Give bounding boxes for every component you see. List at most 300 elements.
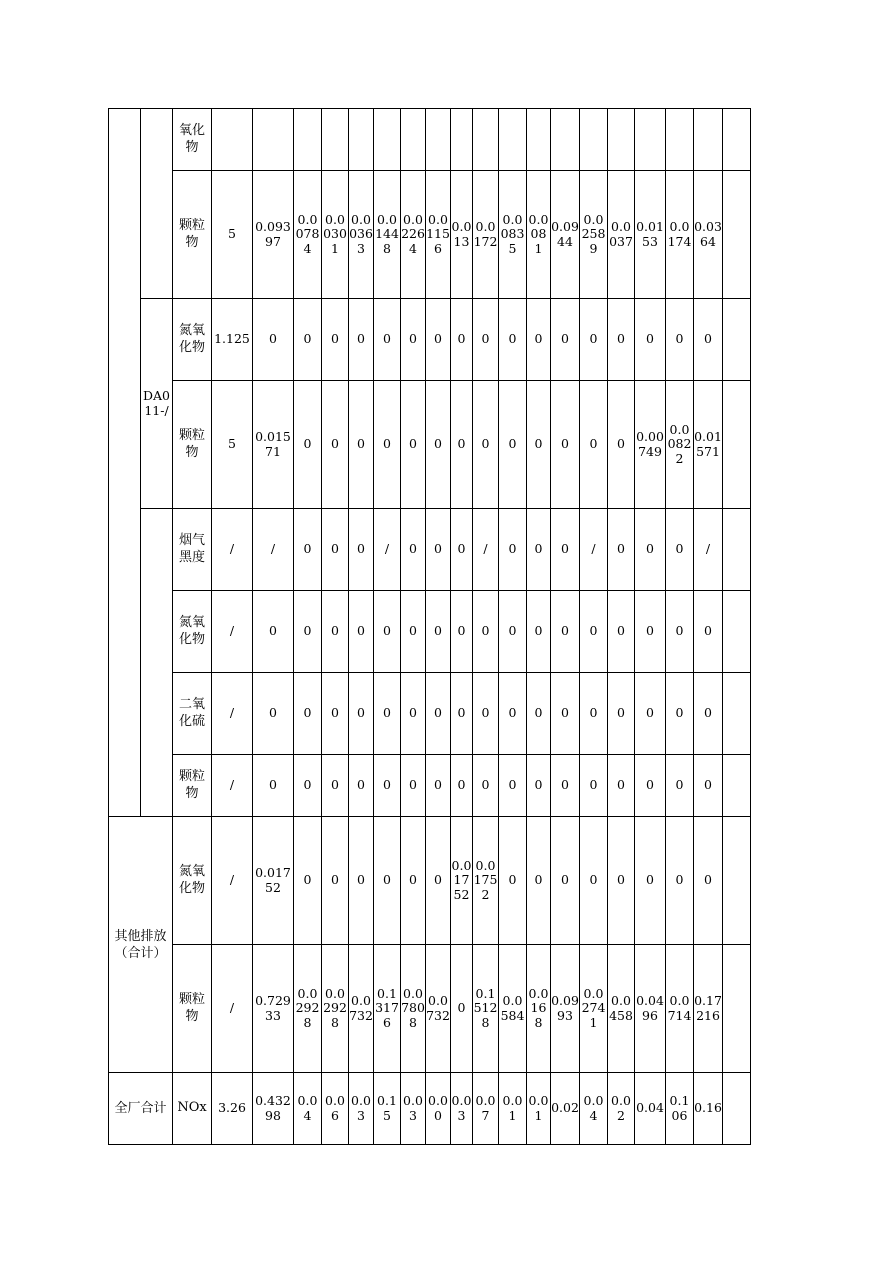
limit-value: / [229,541,235,557]
value-cell [666,509,694,591]
value-cell [401,945,426,1073]
cell-value: 0 [589,705,598,721]
total-value: 0.43298 [255,1093,291,1123]
cell-value: 0 [409,872,417,888]
pollutant-name: 烟气黑度 [178,533,205,565]
total-value-cell [253,945,294,1073]
value-cell [322,381,349,509]
value-cell [723,755,751,817]
value-cell [451,171,473,299]
cell-value: 0 [434,541,442,557]
cell-value: 0 [357,331,365,347]
value-cell [426,381,451,509]
cell-value: 0.02589 [581,212,606,256]
value-cell [666,299,694,381]
value-cell [401,299,426,381]
outlet-code: DA011-/ [142,388,170,418]
value-cell [426,109,451,171]
cell-value: 0 [409,331,417,347]
cell-value: 0 [457,1000,466,1016]
total-value-cell [253,755,294,817]
value-cell [527,1073,551,1145]
value-cell [608,817,635,945]
value-cell [294,591,322,673]
cell-value: 0 [331,623,339,639]
cell-value: 0 [409,705,417,721]
value-cell [349,299,374,381]
cell-value: 0 [508,777,517,793]
value-cell [551,673,580,755]
cell-value: 0 [383,872,391,888]
limit-value: / [229,872,235,888]
value-cell [694,109,723,171]
value-cell [401,509,426,591]
cell-value: 0.02741 [581,986,606,1030]
total-value-cell [253,817,294,945]
table-row [109,381,751,509]
value-cell [723,817,751,945]
value-cell [635,109,666,171]
value-cell [473,299,499,381]
value-cell [426,945,451,1073]
value-cell [723,673,751,755]
cell-value: 0 [357,541,365,557]
value-cell [694,755,723,817]
value-cell [374,755,401,817]
cell-value: 0 [434,872,442,888]
limit-value-cell [212,817,253,945]
value-cell [499,1073,527,1145]
value-cell [608,109,635,171]
emissions-table [108,108,751,1145]
limit-value-cell [212,755,253,817]
value-cell [322,673,349,755]
total-value: 0.01752 [255,865,291,895]
cell-value: 0.01752 [451,858,472,902]
cell-value: 0.0153 [636,219,664,249]
value-cell [551,299,580,381]
limit-value-cell [212,381,253,509]
value-cell [322,509,349,591]
cell-value: 0 [508,436,517,452]
limit-value-cell [212,1073,253,1145]
pollutant-name: 颗粒物 [178,992,205,1024]
table-row [109,299,751,381]
value-cell [374,171,401,299]
total-value: 0 [269,331,277,347]
value-cell [666,673,694,755]
value-cell [694,299,723,381]
cell-value: 0 [646,777,654,793]
value-cell [635,591,666,673]
value-cell [694,171,723,299]
value-cell [527,381,551,509]
cell-value: 0 [434,436,442,452]
value-cell [322,755,349,817]
value-cell [426,509,451,591]
pollutant-name: 氧化物 [178,123,205,155]
value-cell [723,299,751,381]
cell-value: 0.07 [475,1093,496,1123]
cell-value: 0 [409,436,417,452]
value-cell [294,109,322,171]
limit-value: / [229,777,235,793]
total-value: 0 [269,777,277,793]
cell-value: 0 [646,872,654,888]
value-cell [451,673,473,755]
group-label: 全厂合计 [114,1101,167,1116]
value-cell [451,509,473,591]
value-cell [322,817,349,945]
outlet-code-cell [141,299,173,509]
cell-value: 0 [303,705,312,721]
pollutant-cell [173,509,212,591]
value-cell [374,509,401,591]
value-cell [580,755,608,817]
limit-value-cell [212,945,253,1073]
value-cell [294,509,322,591]
group-label-cell [109,109,141,817]
value-cell [580,1073,608,1145]
value-cell [374,109,401,171]
cell-value: 0 [457,541,466,557]
cell-value: 0 [617,623,625,639]
value-cell [349,381,374,509]
value-cell [527,509,551,591]
cell-value: 0.0168 [528,986,549,1030]
value-cell [551,817,580,945]
value-cell [322,1073,349,1145]
cell-value: 0 [646,331,654,347]
cell-value: 0 [589,777,598,793]
value-cell [499,299,527,381]
value-cell [349,817,374,945]
value-cell [322,109,349,171]
value-cell [527,591,551,673]
cell-value: 0 [303,623,312,639]
cell-value: 0 [534,705,543,721]
value-cell [322,591,349,673]
value-cell [473,817,499,945]
limit-value: 1.125 [214,331,250,347]
value-cell [294,673,322,755]
pollutant-cell [173,755,212,817]
cell-value: 0 [646,705,654,721]
cell-value: 0 [675,777,684,793]
cell-value: 0.0364 [694,219,722,249]
value-cell [608,673,635,755]
value-cell [694,509,723,591]
value-cell [635,299,666,381]
cell-value: 0.15 [377,1093,397,1123]
value-cell [608,591,635,673]
value-cell [349,109,374,171]
value-cell [694,591,723,673]
limit-value: 5 [228,226,236,242]
pollutant-cell [173,1073,212,1145]
value-cell [635,945,666,1073]
value-cell [349,171,374,299]
cell-value: 0 [383,331,391,347]
cell-value: 0.00363 [349,212,373,256]
value-cell [451,109,473,171]
cell-value: 0 [704,623,712,639]
value-cell [635,509,666,591]
cell-value: 0 [534,331,543,347]
cell-value: 0 [589,331,598,347]
cell-value: 0 [675,541,684,557]
cell-value: 0.00835 [500,212,525,256]
value-cell [473,945,499,1073]
value-cell [451,817,473,945]
cell-value: 0.00749 [636,429,664,459]
cell-value: 0 [383,623,391,639]
cell-value: 0 [561,331,569,347]
value-cell [426,755,451,817]
cell-value: 0.04 [297,1093,318,1123]
cell-value: 0.01 [502,1093,523,1123]
cell-value: 0 [508,541,517,557]
pollutant-name: 颗粒物 [178,218,205,250]
total-value: 0.09397 [255,219,291,249]
group-label: 其他排放（合计） [114,928,167,961]
cell-value: / [483,541,488,557]
cell-value: 0.0584 [500,993,525,1023]
cell-value: 0 [434,331,442,347]
cell-value: 0 [303,777,312,793]
value-cell [401,755,426,817]
outlet-code-cell [141,509,173,817]
value-cell [723,1073,751,1145]
value-cell [666,109,694,171]
value-cell [694,381,723,509]
value-cell [401,1073,426,1145]
value-cell [349,673,374,755]
group-label-cell [109,817,173,1073]
cell-value: 0 [457,623,466,639]
cell-value: 0 [383,705,391,721]
cell-value: 0 [646,623,654,639]
value-cell [349,509,374,591]
value-cell [473,509,499,591]
value-cell [499,509,527,591]
value-cell [499,755,527,817]
value-cell [374,591,401,673]
value-cell [527,945,551,1073]
cell-value: 0 [675,705,684,721]
cell-value: 0.0458 [609,993,633,1023]
cell-value: 0 [457,331,466,347]
value-cell [608,171,635,299]
cell-value: 0.03 [403,1093,423,1123]
cell-value: 0.01 [528,1093,549,1123]
cell-value: 0 [534,436,543,452]
pollutant-cell [173,817,212,945]
cell-value: 0.02928 [323,986,347,1030]
cell-value: 0 [617,436,625,452]
cell-value: 0.01156 [426,212,450,256]
value-cell [551,109,580,171]
total-value: 0.72933 [255,993,291,1023]
cell-value: 0.0172 [473,219,498,249]
value-cell [666,591,694,673]
cell-value: 0 [561,623,569,639]
pollutant-name: 二氧化硫 [178,697,205,729]
value-cell [723,509,751,591]
cell-value: / [705,541,711,557]
table-row [109,109,751,171]
value-cell [451,945,473,1073]
value-cell [580,381,608,509]
cell-value: 0 [481,705,490,721]
cell-value: 0 [434,623,442,639]
value-cell [426,171,451,299]
cell-value: 0 [561,541,569,557]
cell-value: 0 [561,777,569,793]
cell-value: 0 [534,777,543,793]
value-cell [635,1073,666,1145]
cell-value: 0 [508,872,517,888]
pollutant-name: 颗粒物 [178,769,205,801]
value-cell [374,381,401,509]
value-cell [426,299,451,381]
value-cell [499,381,527,509]
cell-value: 0 [331,331,339,347]
value-cell [551,1073,580,1145]
value-cell [666,381,694,509]
cell-value: 0 [561,872,569,888]
cell-value: 0.03 [451,1093,472,1123]
table-row [109,817,751,945]
value-cell [666,945,694,1073]
value-cell [451,755,473,817]
cell-value: 0 [481,436,490,452]
total-value-cell [253,1073,294,1145]
cell-value: 0.106 [669,1093,690,1123]
cell-value: / [384,541,390,557]
value-cell [294,755,322,817]
value-cell [374,945,401,1073]
cell-value: 0 [409,541,417,557]
cell-value: 0 [357,436,365,452]
total-value-cell [253,109,294,171]
value-cell [694,673,723,755]
value-cell [374,1073,401,1145]
total-value: 0.01571 [255,429,291,459]
limit-value-cell [212,171,253,299]
table-row [109,945,751,1073]
cell-value: 0 [383,777,391,793]
cell-value: 0 [589,623,598,639]
table-row [109,509,751,591]
value-cell [551,755,580,817]
cell-value: 0 [331,436,339,452]
cell-value: 0 [617,777,625,793]
cell-value: 0 [704,331,712,347]
value-cell [694,945,723,1073]
value-cell [580,109,608,171]
cell-value: 0 [646,541,654,557]
cell-value: 0.013 [451,219,472,249]
cell-value: 0 [383,436,391,452]
value-cell [374,299,401,381]
value-cell [635,171,666,299]
value-cell [451,299,473,381]
cell-value: 0.00301 [323,212,347,256]
cell-value: 0.07808 [401,986,425,1030]
value-cell [401,673,426,755]
cell-value: 0 [303,541,312,557]
total-value-cell [253,299,294,381]
value-cell [349,591,374,673]
value-cell [401,817,426,945]
cell-value: 0 [481,777,490,793]
cell-value: 0.0714 [667,993,692,1023]
cell-value: 0.17216 [694,993,722,1023]
value-cell [473,171,499,299]
cell-value: 0 [331,541,339,557]
limit-value-cell [212,509,253,591]
cell-value: 0 [589,436,598,452]
cell-value: 0 [561,705,569,721]
value-cell [401,171,426,299]
cell-value: 0 [704,872,712,888]
cell-value: 0 [457,777,466,793]
cell-value: 0.03 [351,1093,371,1123]
value-cell [473,381,499,509]
pollutant-name: 氮氧化物 [178,615,205,647]
pollutant-name: 氮氧化物 [178,323,205,355]
value-cell [635,755,666,817]
value-cell [401,591,426,673]
value-cell [635,817,666,945]
cell-value: 0 [481,331,490,347]
cell-value: 0 [675,331,684,347]
table-row [109,755,751,817]
cell-value: 0.0732 [349,993,373,1023]
cell-value: 0 [481,623,490,639]
cell-value: 0 [508,623,517,639]
cell-value: 0.01448 [375,212,399,256]
value-cell [451,591,473,673]
cell-value: 0.01752 [473,858,498,902]
value-cell [499,171,527,299]
cell-value: 0 [534,872,543,888]
cell-value: 0.15128 [473,986,498,1030]
cell-value: 0 [617,705,625,721]
value-cell [527,755,551,817]
limit-value-cell [212,299,253,381]
value-cell [527,817,551,945]
cell-value: 0 [617,331,625,347]
cell-value: 0.04 [583,1093,604,1123]
value-cell [349,945,374,1073]
cell-value: 0.02 [551,1100,579,1116]
cell-value: 0 [357,872,365,888]
cell-value: 0 [561,436,569,452]
cell-value: 0 [675,872,684,888]
cell-value: 0 [434,777,442,793]
pollutant-name: NOx [177,1100,207,1116]
value-cell [666,817,694,945]
value-cell [608,1073,635,1145]
value-cell [551,591,580,673]
value-cell [666,171,694,299]
value-cell [294,945,322,1073]
value-cell [499,673,527,755]
pollutant-cell [173,381,212,509]
value-cell [349,1073,374,1145]
